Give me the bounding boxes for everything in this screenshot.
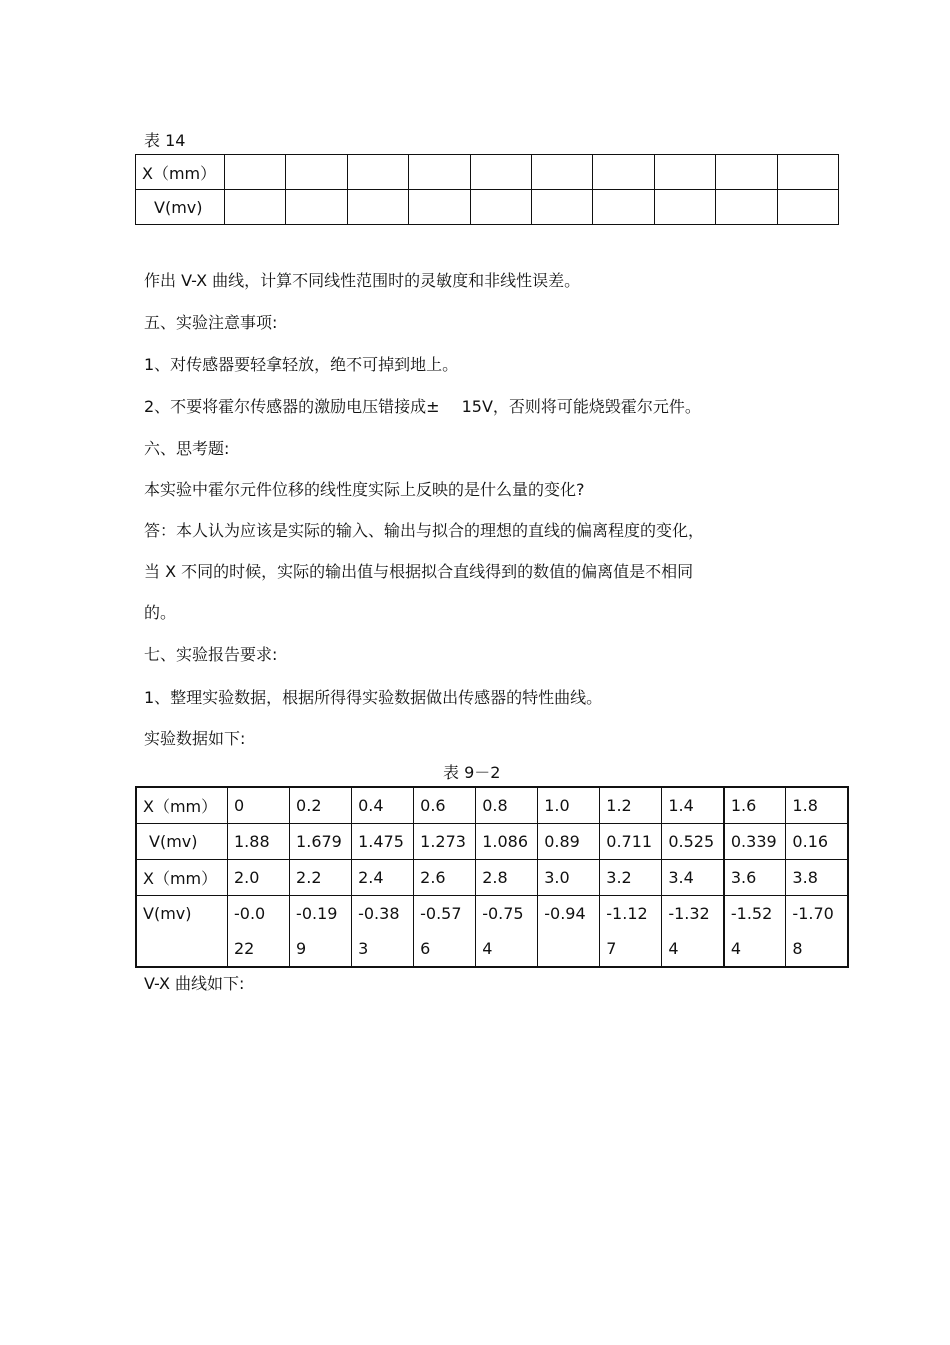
table-cell: 1.88 <box>228 824 290 860</box>
table-cell: 2.8 <box>476 860 538 896</box>
table-cell: -0.75 4 <box>476 896 538 968</box>
table-14-caption: 表 14 <box>144 131 186 150</box>
table-cell: 0.711 <box>600 824 662 860</box>
table-row <box>136 860 848 896</box>
table-cell <box>531 155 592 190</box>
table-cell: 0.4 <box>352 787 414 824</box>
data-intro: 实验数据如下: <box>144 729 246 748</box>
table-cell <box>347 155 408 190</box>
table-cell <box>225 190 286 225</box>
table-cell: 1.679 <box>290 824 352 860</box>
table-14-x-header: X（mm） <box>136 155 225 190</box>
precaution-item-2 <box>144 394 701 417</box>
answer-line-2: 当 X 不同的时候，实际的输出值与根据拟合直线得到的数值的偏离值是不相同 <box>144 562 694 581</box>
table-cell: -1.12 7 <box>600 896 662 968</box>
table-cell: 1.2 <box>600 787 662 824</box>
table-cell <box>409 190 470 225</box>
table-9-2 <box>135 786 849 968</box>
table-cell <box>286 190 347 225</box>
table-row <box>136 824 848 860</box>
table-cell: 2.6 <box>414 860 476 896</box>
table-cell: 1.4 <box>662 787 724 824</box>
table-cell: -0.0 22 <box>228 896 290 968</box>
table-cell: 3.4 <box>662 860 724 896</box>
table-cell <box>347 190 408 225</box>
row-header: V(mv) <box>136 824 228 860</box>
table-cell: 3.2 <box>600 860 662 896</box>
table-cell: 1.0 <box>538 787 600 824</box>
row-header: X（mm） <box>136 787 228 824</box>
table-cell <box>593 155 654 190</box>
table-row <box>136 896 848 968</box>
answer-line-3: 的。 <box>144 603 177 622</box>
table-cell: 1.475 <box>352 824 414 860</box>
table-cell: -0.38 3 <box>352 896 414 968</box>
table-cell: -1.70 8 <box>786 896 848 968</box>
question-text: 本实验中霍尔元件位移的线性度实际上反映的是什么量的变化? <box>144 480 585 499</box>
table-9-2-caption: 表 9－2 <box>443 763 501 782</box>
table-cell <box>654 155 715 190</box>
table-cell <box>470 190 531 225</box>
table-cell: 0.2 <box>290 787 352 824</box>
table-cell: -0.94 <box>538 896 600 968</box>
table-cell <box>286 155 347 190</box>
table-cell <box>654 190 715 225</box>
table-cell: -1.52 4 <box>724 896 786 968</box>
table-cell: 1.6 <box>724 787 786 824</box>
table-cell: 0.339 <box>724 824 786 860</box>
row-header: V(mv) <box>136 896 228 968</box>
table-cell: -1.32 4 <box>662 896 724 968</box>
precaution-item-2-part-b: 15V，否则将可能烧毁霍尔元件。 <box>461 397 701 416</box>
table-14 <box>135 154 839 225</box>
table-cell: 3.6 <box>724 860 786 896</box>
table-cell: 0.16 <box>786 824 848 860</box>
table-row <box>136 155 839 190</box>
table-cell: 0.89 <box>538 824 600 860</box>
table-cell: 1.273 <box>414 824 476 860</box>
section-heading-precautions: 五、实验注意事项: <box>144 313 278 332</box>
table-cell: 2.0 <box>228 860 290 896</box>
table-cell: 0.525 <box>662 824 724 860</box>
vx-curve-intro: V-X 曲线如下: <box>144 974 245 993</box>
table-cell <box>716 190 777 225</box>
table-cell: 2.4 <box>352 860 414 896</box>
table-cell <box>470 155 531 190</box>
table-14-v-header: V(mv) <box>136 190 225 225</box>
table-cell: -0.19 9 <box>290 896 352 968</box>
row-header: X（mm） <box>136 860 228 896</box>
precaution-item-2-part-a: 2、不要将霍尔传感器的激励电压错接成± <box>144 397 440 416</box>
table-cell: 0.8 <box>476 787 538 824</box>
table-cell: 1.8 <box>786 787 848 824</box>
table-cell: 2.2 <box>290 860 352 896</box>
precaution-item-1: 1、对传感器要轻拿轻放，绝不可掉到地上。 <box>144 355 459 374</box>
table-cell <box>531 190 592 225</box>
table-cell <box>225 155 286 190</box>
table-row <box>136 190 839 225</box>
table-cell: 3.0 <box>538 860 600 896</box>
table-cell: 1.086 <box>476 824 538 860</box>
section-heading-report: 七、实验报告要求: <box>144 645 278 664</box>
table-cell <box>777 155 838 190</box>
table-cell: -0.57 6 <box>414 896 476 968</box>
report-item-1: 1、整理实验数据，根据所得得实验数据做出传感器的特性曲线。 <box>144 688 603 707</box>
section-heading-questions: 六、思考题: <box>144 439 230 458</box>
table-cell: 0.6 <box>414 787 476 824</box>
table-cell <box>716 155 777 190</box>
answer-line-1: 答：本人认为应该是实际的输入、输出与拟合的理想的直线的偏离程度的变化， <box>144 521 705 540</box>
table-cell <box>593 190 654 225</box>
table-cell <box>777 190 838 225</box>
paragraph-vx-curve-task: 作出 V-X 曲线，计算不同线性范围时的灵敏度和非线性误差。 <box>144 271 581 290</box>
table-cell <box>409 155 470 190</box>
table-cell: 0 <box>228 787 290 824</box>
table-cell: 3.8 <box>786 860 848 896</box>
table-row <box>136 787 848 824</box>
